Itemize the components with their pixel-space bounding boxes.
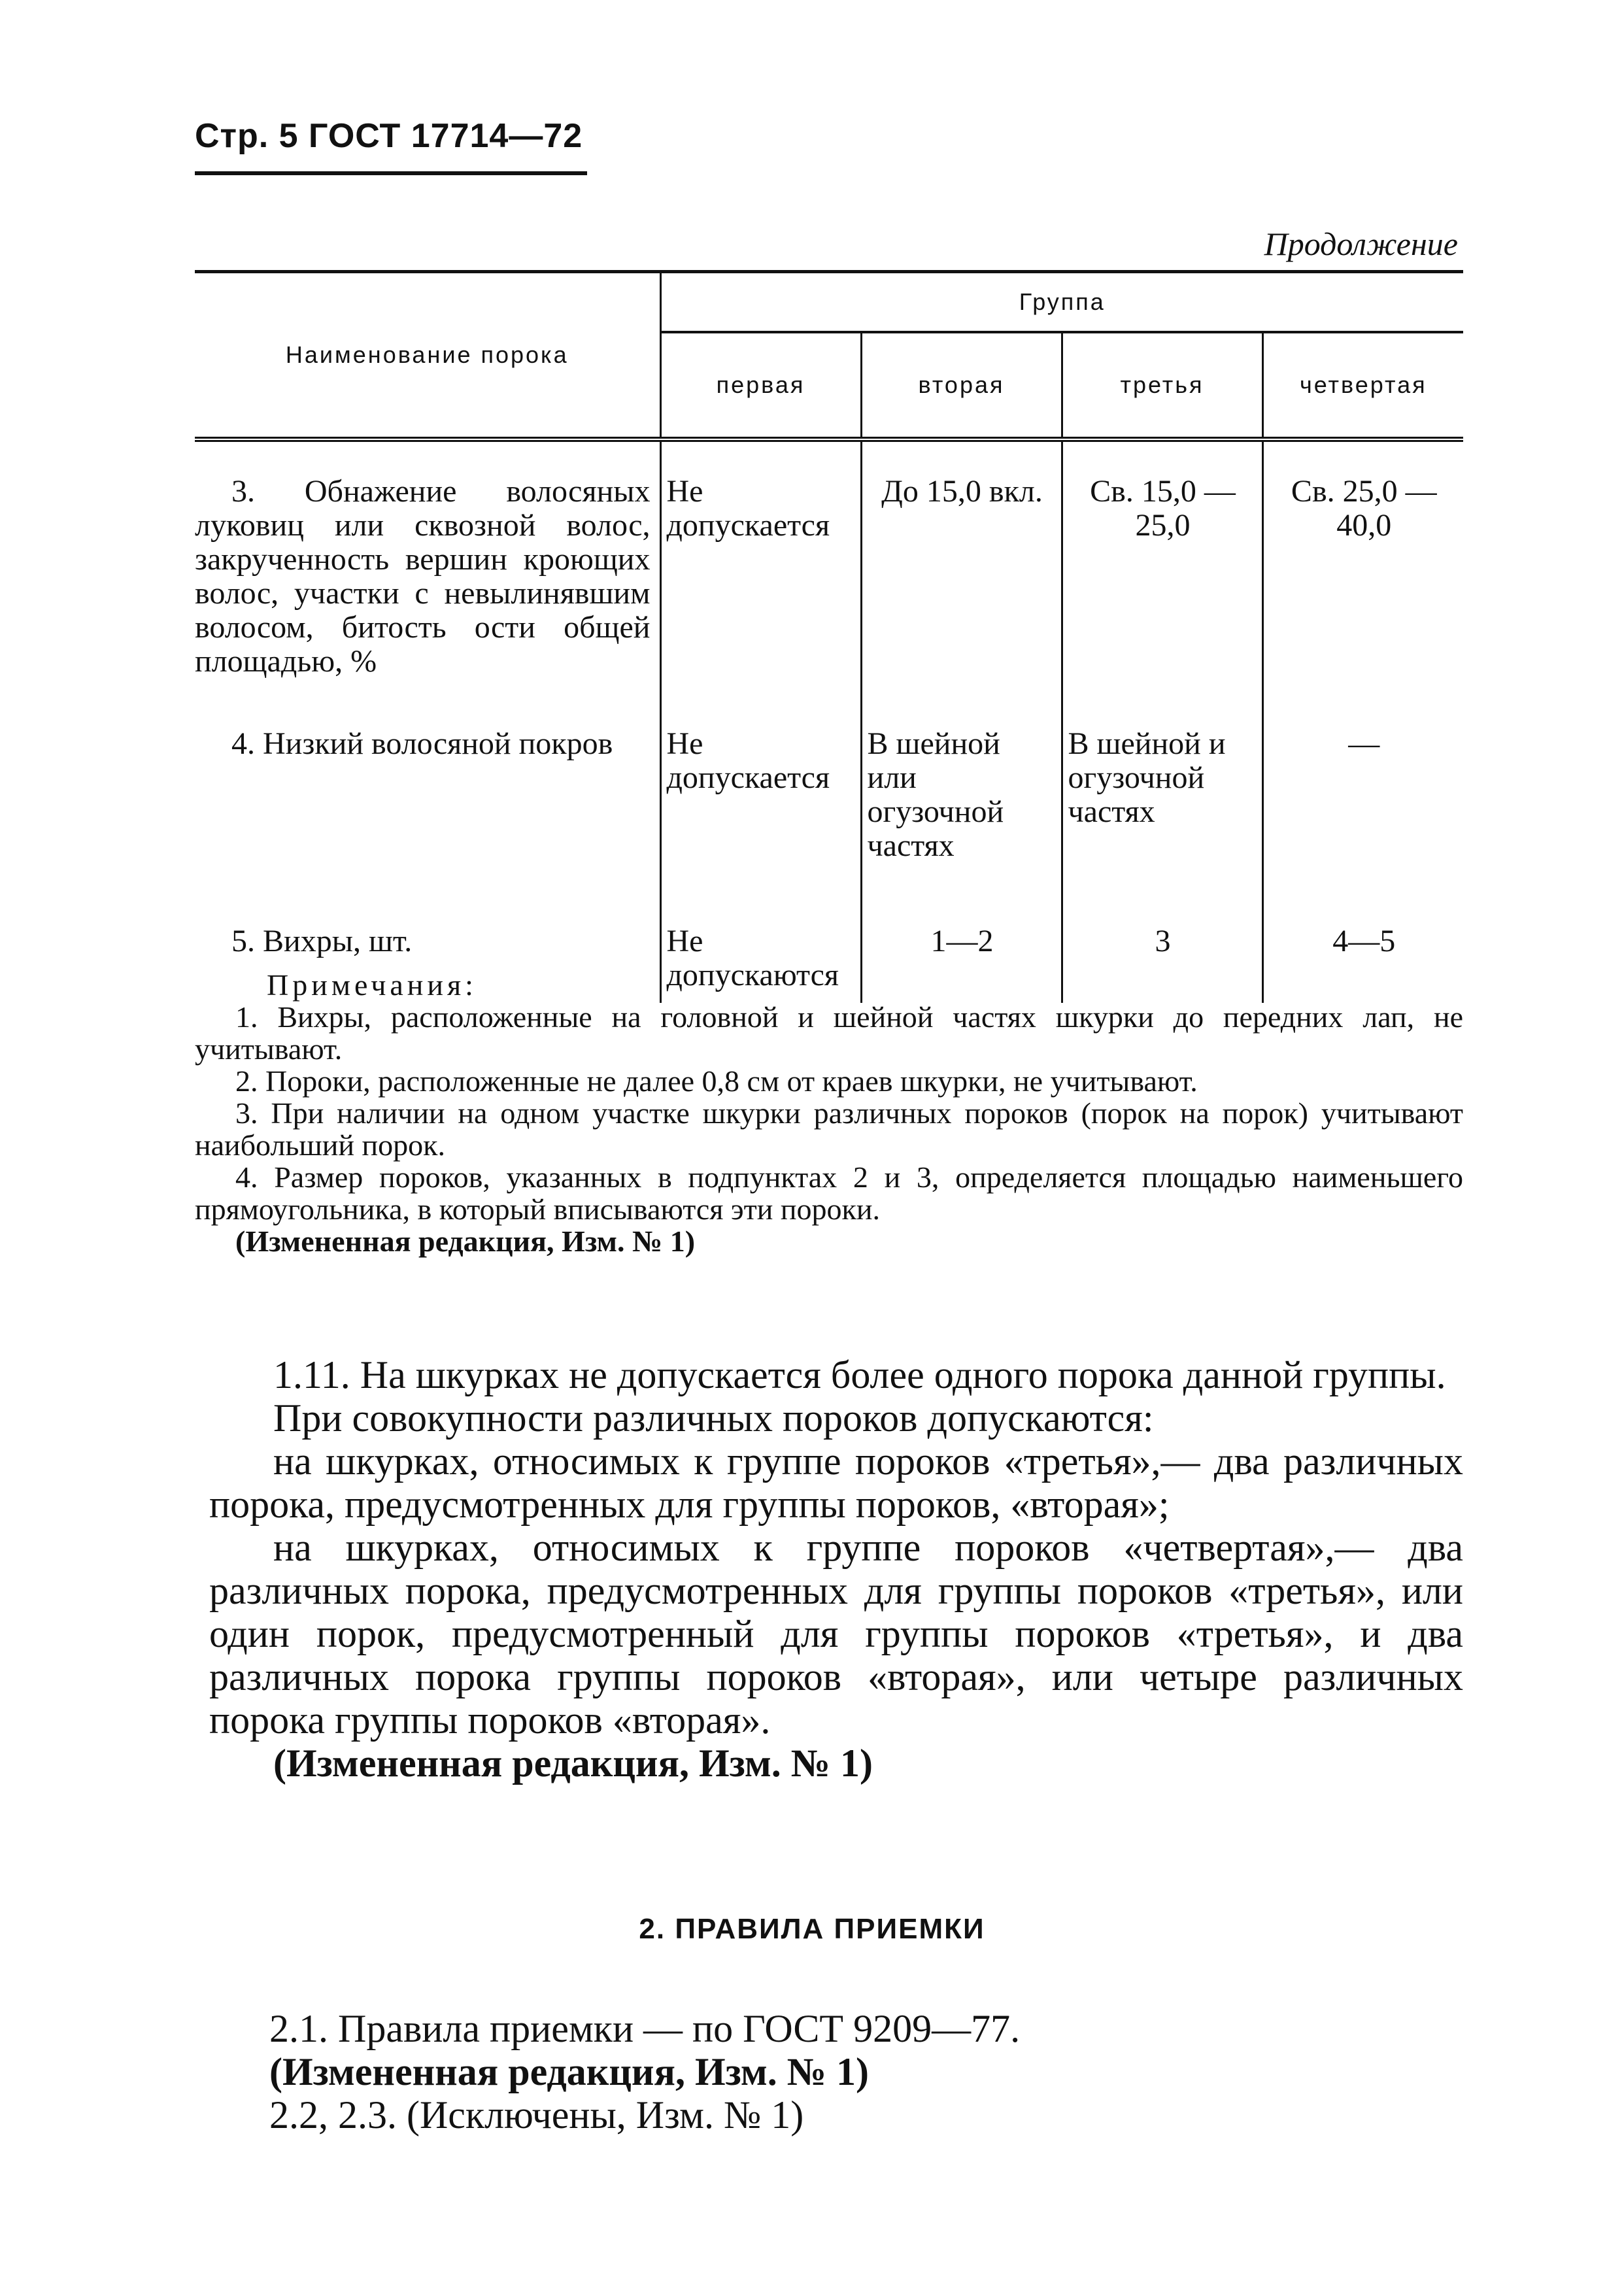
section-title: 2. ПРАВИЛА ПРИЕМКИ [639,1913,985,1945]
clause-amendment: (Измененная редакция, Изм. № 1) [273,1742,873,1785]
column-header-group-third: третья [1062,332,1262,439]
group-first-cell: Не допускается [660,694,861,892]
defects-table-wrapper [195,270,1463,1003]
group-second-cell: 1—2 [861,892,1062,1003]
defect-name-cell [195,694,660,892]
group-third-cell: 3 [1062,892,1262,1003]
clause-paragraph: При совокупности различных пороков допускаются: [273,1396,1154,1440]
table-continuation-label: Продолжение [1264,226,1458,262]
header-rule [195,171,587,175]
group-first-cell: Не допускается [660,439,861,694]
table-row [195,694,1463,892]
defect-name-text: 3. Обнажение волосяных луковиц или сквозной волос, закрученность вершин кроющих волос, участки с невылинявшим волосом, битость ости общей площадью, % [195,474,651,679]
defect-name-text: 5. Вихры, шт. [231,924,413,958]
clause-paragraph: 1.11. На шкурках не допускается более одного порока данной группы. [273,1353,1446,1396]
note-item: 1. Вихры, расположенные на головной и шейной частях шкурки до передних лап, не учитывают. [195,1000,1463,1066]
clause-paragraph: на шкурках, относимых к группе пороков «четвертая»,— два различных порока, предусмотренных для группы пороков «третья», или один порок, предусмотренный для группы пороков «третья», и два различных порока группы пороков «вторая», или четыре различных порока группы пороков «вторая». [209,1526,1463,1742]
excluded-clauses: 2.2, 2.3. (Исключены, Изм. № 1) [269,2093,804,2136]
defect-name-cell [195,439,660,694]
defects-table [195,270,1463,1003]
group-fourth-cell: 4—5 [1332,924,1396,958]
notes-title: Примечания: [267,968,477,1002]
group-fourth-cell: Св. 25,0 —40,0 [1291,474,1437,543]
group-third-cell: В шейной и огузочной частях [1062,694,1262,892]
group-third-cell: Св. 15,0 —25,0 [1062,439,1262,694]
column-header-group: Группа [660,272,1463,333]
note-item: 2. Пороки, расположенные не далее 0,8 см от краев шкурки, не учитывают. [235,1064,1198,1098]
notes-block [195,969,1463,1257]
note-item: 3. При наличии на одном участке шкурки различных пороков (порок на порок) учитывают наибольший порок. [195,1096,1463,1162]
column-header-defect-name: Наименование порока [195,272,660,440]
group-first-cell: Не допускаются [660,892,861,1003]
section-2-body [269,2007,1020,2136]
notes-amendment: (Измененная редакция, Изм. № 1) [235,1224,696,1258]
clause-1-11 [209,1353,1463,1785]
group-fourth-cell: — [1348,726,1380,761]
group-second-cell: До 15,0 вкл. [861,439,1062,694]
page-header: Стр. 5 ГОСТ 17714—72 [195,117,583,155]
group-second-cell: В шейной или огузочной частях [861,694,1062,892]
section-paragraph [269,2093,1020,2136]
column-header-group-fourth: четвертая [1262,332,1463,439]
column-header-group-second: вторая [861,332,1062,439]
note-item: 4. Размер пороков, указанных в подпунктах 2 и 3, определяется площадью наименьшего прямоугольника, в который вписываются эти пороки. [195,1160,1463,1226]
table-row [195,439,1463,694]
defect-name-text: 4. Низкий волосяной покров [231,726,613,761]
clause-paragraph: на шкурках, относимых к группе пороков «третья»,— два различных порока, предусмотренных для группы пороков, «вторая»; [209,1440,1463,1526]
column-header-group-first: первая [660,332,861,439]
section-paragraph: 2.1. Правила приемки — по ГОСТ 9209—77. [269,2007,1021,2050]
section-amendment: (Измененная редакция, Изм. № 1) [269,2050,870,2093]
